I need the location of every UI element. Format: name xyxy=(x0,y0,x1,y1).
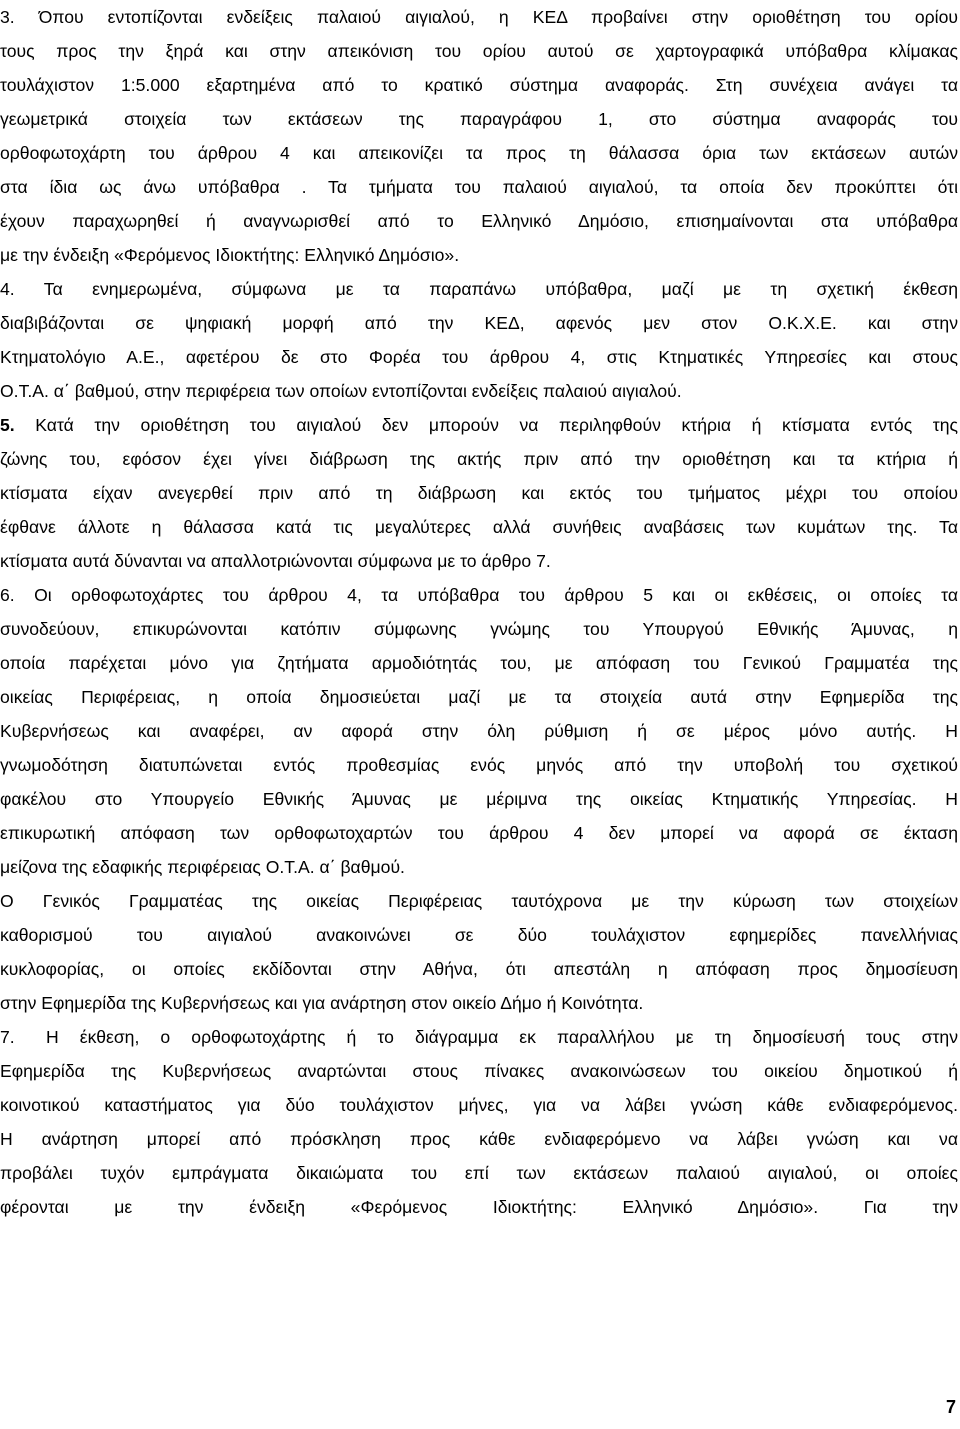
text-line-content: Η έκθεση, ο ορθοφωτοχάρτης ή το διάγραμμα εκ παραλλήλου με τη δημοσίευσή τους στην xyxy=(46,1027,958,1047)
text-line: Ο Γενικός Γραμματέας της οικείας Περιφέρειας ταυτόχρονα με την κύρωση των στοιχείων xyxy=(0,891,958,911)
text-line: κυκλοφορίας, οι οποίες εκδίδονται στην Αθήνα, ότι απεστάλη η απόφαση προς δημοσίευση xyxy=(0,959,958,979)
text-line: κοινοτικού καταστήματος για δύο τουλάχιστον μήνες, για να λάβει γνώση κάθε ενδιαφερόμενος. xyxy=(0,1095,958,1115)
text-line: καθορισμού του αιγιαλού ανακοινώνει σε δύο τουλάχιστον εφημερίδες πανελλήνιας xyxy=(0,925,958,945)
text-line: 6. Οι ορθοφωτοχάρτες του άρθρου 4, τα υπόβαθρα του άρθρου 5 και οι εκθέσεις, οι οποίες τα xyxy=(0,585,958,605)
text-line: τουλάχιστον 1:5.000 εξαρτημένα από το κρατικό σύστημα αναφοράς. Στη συνέχεια ανάγει τα xyxy=(0,75,958,95)
page-number: 7 xyxy=(945,1397,956,1417)
text-line: οποία παρέχεται μόνο για ζητήματα αρμοδιότητάς του, με απόφαση του Γενικού Γραμματέα της xyxy=(0,653,958,673)
text-line: στα ίδια ως άνω υπόβαθρα . Τα τμήματα του παλαιού αιγιαλού, τα οποία δεν προκύπτει ότι xyxy=(0,177,958,197)
text-line: Κυβερνήσεως και αναφέρει, αν αφορά στην όλη ρύθμιση ή σε μέρος μόνο αυτής. Η xyxy=(0,721,958,741)
text-line: προβάλει τυχόν εμπράγματα δικαιώματα του επί των εκτάσεων παλαιού αιγιαλού, οι οποίες xyxy=(0,1163,958,1183)
text-line: 3. Όπου εντοπίζονται ενδείξεις παλαιού αιγιαλού, η ΚΕΔ προβαίνει στην οριοθέτηση του ορίου xyxy=(0,7,958,27)
text-line: Εφημερίδα της Κυβερνήσεως αναρτώνται στους πίνακες ανακοινώσεων του οικείου δημοτικού ή xyxy=(0,1061,958,1081)
text-line: ζώνης του, εφόσον έχει γίνει διάβρωση της ακτής πριν από την οριοθέτηση και τα κτήρια ή xyxy=(0,449,958,469)
text-line: κτίσματα είχαν ανεγερθεί πριν από τη διάβρωση και εκτός του τμήματος μέχρι του οποίου xyxy=(0,483,958,503)
text-line: στην Εφημερίδα της Κυβερνήσεως και για ανάρτηση στον οικείο Δήμο ή Κοινότητα. xyxy=(0,993,644,1013)
paragraph-number: 5. xyxy=(0,415,15,435)
text-line: φακέλου στο Υπουργείο Εθνικής Άμυνας με μέριμνα της οικείας Κτηματικής Υπηρεσίας. Η xyxy=(0,789,958,809)
text-line: συνοδεύουν, επικυρώνονται κατόπιν σύμφωνης γνώμης του Υπουργού Εθνικής Άμυνας, η xyxy=(0,619,958,639)
paragraph-number: 7. xyxy=(0,1027,15,1047)
text-line xyxy=(0,411,958,439)
text-line: έχουν παραχωρηθεί ή αναγνωρισθεί από το Ελληνικό Δημόσιο, επισημαίνονται στα υπόβαθρα xyxy=(0,211,958,231)
text-line: με την ένδειξη «Φερόμενος Ιδιοκτήτης: Ελληνικό Δημόσιο». xyxy=(0,245,460,265)
text-line xyxy=(0,1023,958,1051)
text-line: Ο.Τ.Α. α΄ βαθμού, στην περιφέρεια των οποίων εντοπίζονται ενδείξεις παλαιού αιγιαλού. xyxy=(0,381,682,401)
text-line: φέρονται με την ένδειξη «Φερόμενος Ιδιοκτήτης: Ελληνικό Δημόσιο». Για την xyxy=(0,1197,958,1217)
text-line: 4. Τα ενημερωμένα, σύμφωνα με τα παραπάνω υπόβαθρα, μαζί με τη σχετική έκθεση xyxy=(0,279,958,299)
text-line: ορθοφωτοχάρτη του άρθρου 4 και απεικονίζει τα προς τη θάλασσα όρια των εκτάσεων αυτών xyxy=(0,143,958,163)
text-line: Κτηματολόγιο Α.Ε., αφετέρου δε στο Φορέα του άρθρου 4, στις Κτηματικές Υπηρεσίες και στους xyxy=(0,347,958,367)
text-line: μείζονα της εδαφικής περιφέρειας Ο.Τ.Α. α΄ βαθμού. xyxy=(0,857,405,877)
text-line: γνωμοδότηση διατυπώνεται εντός προθεσμίας ενός μηνός από την υποβολή του σχετικού xyxy=(0,755,958,775)
text-line: τους προς την ξηρά και στην απεικόνιση του ορίου αυτού σε χαρτογραφικά υπόβαθρα κλίμακας xyxy=(0,41,958,61)
text-line: οικείας Περιφέρειας, η οποία δημοσιεύεται μαζί με τα στοιχεία αυτά στην Εφημερίδα της xyxy=(0,687,958,707)
text-line: έφθανε άλλοτε η θάλασσα κατά τις μεγαλύτερες αλλά συνήθεις αναβάσεις των κυμάτων της. Τα xyxy=(0,517,958,537)
text-line-content: Κατά την οριοθέτηση του αιγιαλού δεν μπορούν να περιληφθούν κτήρια ή κτίσματα εντός της xyxy=(35,415,958,435)
text-line: γεωμετρικά στοιχεία των εκτάσεων της παραγράφου 1, στο σύστημα αναφοράς του xyxy=(0,109,958,129)
text-line: διαβιβάζονται σε ψηφιακή μορφή από την ΚΕΔ, αφενός μεν στον Ο.Κ.Χ.Ε. και στην xyxy=(0,313,958,333)
text-line: επικυρωτική απόφαση των ορθοφωτοχαρτών του άρθρου 4 δεν μπορεί να αφορά σε έκταση xyxy=(0,823,958,843)
text-line: κτίσματα αυτά δύνανται να απαλλοτριώνονται σύμφωνα με το άρθρο 7. xyxy=(0,551,551,571)
text-line: Η ανάρτηση μπορεί από πρόσκληση προς κάθε ενδιαφερόμενο να λάβει γνώση και να xyxy=(0,1129,958,1149)
